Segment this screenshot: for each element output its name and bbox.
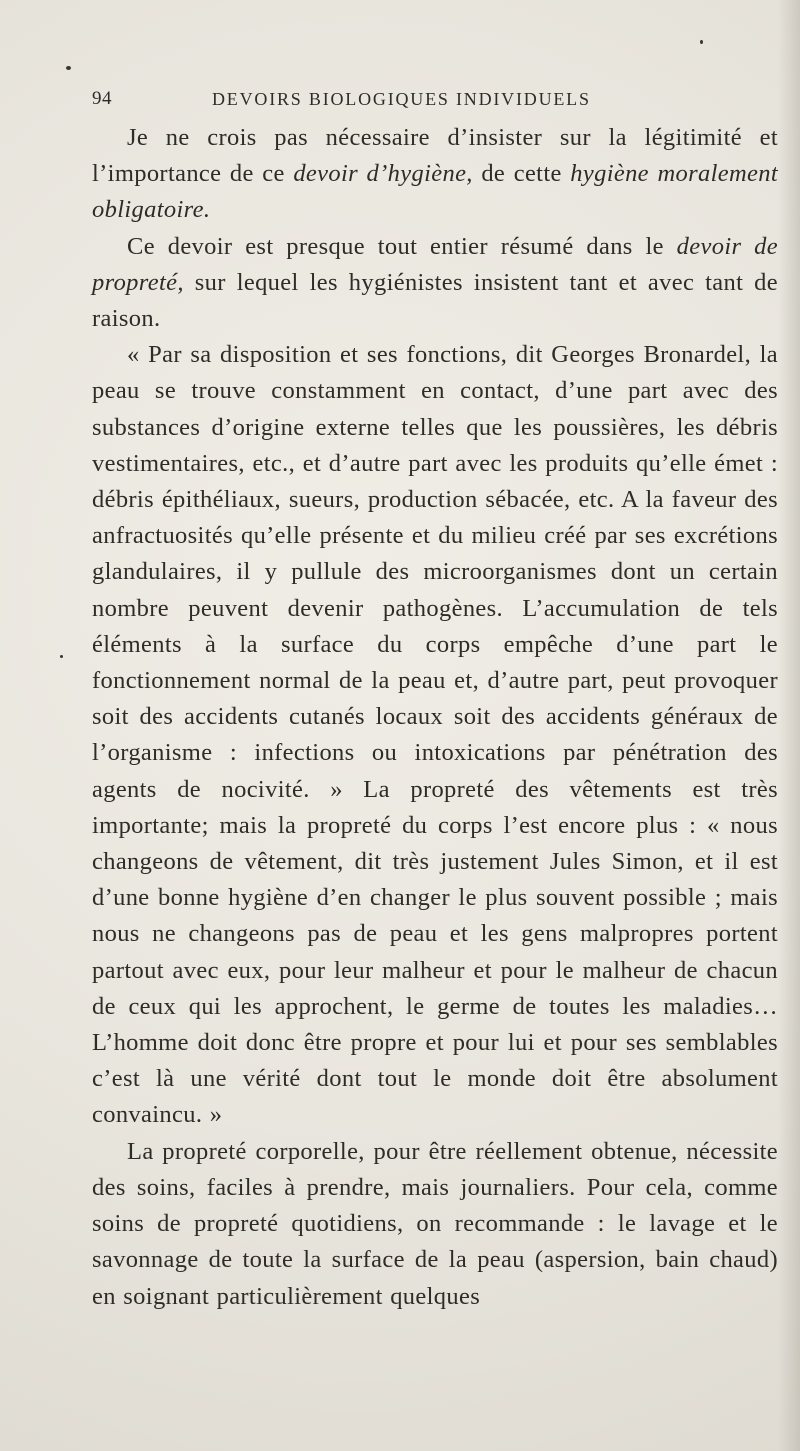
emphasis-devoir-hygiene: devoir d’hygiène, (293, 160, 473, 188)
body-text (92, 120, 778, 1315)
paragraph-3: « Par sa disposition et ses fonctions, dit Georges Bronardel, la peau se trouve constamment en contact, d’une part avec des substances d’origine externe telles que les poussières, les débris vestimentaires, etc., et d’autre part avec les produits qu’elle émet : débris épithéliaux, sueurs, production sébacée, etc. A la faveur des anfractuosités qu’elle présente et du milieu créé par ses excrétions glandulaires, il y pullule des microorganismes dont un certain nombre peuvent devenir pathogènes. L’accumulation de tels éléments à la surface du corps empêche d’une part le fonctionnement normal de la peau et, d’autre part, peut provoquer soit des accidents cutanés locaux soit des accidents généraux de l’organisme : infections ou intoxications par pénétration des agents de nocivité. » La propreté des vêtements est très importante; mais la propreté du corps l’est encore plus : « nous changeons de vêtement, dit très justement Jules Simon, et il est d’une bonne hygiène d’en changer le plus souvent possible ; mais nous ne changeons pas de peau et les gens malpropres portent partout avec eux, pour leur malheur et pour le malheur de chacun de ceux qui les approchent, le germe de toutes les maladies… L’homme doit donc être propre et pour lui et pour ses semblables c’est là une vérité dont tout le monde doit être absolument convaincu. » (92, 341, 778, 1129)
ink-speck (66, 66, 71, 70)
ink-speck (700, 40, 703, 44)
page-edge-shadow (778, 0, 800, 1451)
paragraph-1 (92, 120, 778, 229)
paragraph-2 (92, 229, 778, 338)
page-number: 94 (92, 88, 112, 109)
ink-speck (60, 655, 63, 658)
page-header (92, 88, 780, 114)
running-head: DEVOIRS BIOLOGIQUES INDIVIDUELS (212, 89, 591, 109)
paragraph-2-text: Ce devoir est presque tout entier résumé dans le (127, 232, 677, 260)
paragraph-4: La propreté corporelle, pour être réellement obtenue, nécessite des soins, faciles à prendre, mais journaliers. Pour cela, comme soins de propreté quotidiens, on recommande : le lavage et le savonnage de toute la surface de la peau (aspersion, bain chaud) en soignant particulièrement quelques (92, 1137, 778, 1310)
paragraph-1-text-2: de cette (472, 160, 571, 188)
paragraph-1-text: Je ne crois pas nécessaire d’insister sur la légitimité et l’importance de ce (92, 124, 778, 188)
emphasis-hygiene-moralement-obligatoire: hygiène moralement obligatoire. (92, 160, 778, 224)
paragraph-2-text-2: sur lequel les hygiénistes insistent tant et avec tant de raison. (92, 268, 778, 333)
emphasis-devoir-proprete: devoir de propreté, (92, 232, 778, 296)
